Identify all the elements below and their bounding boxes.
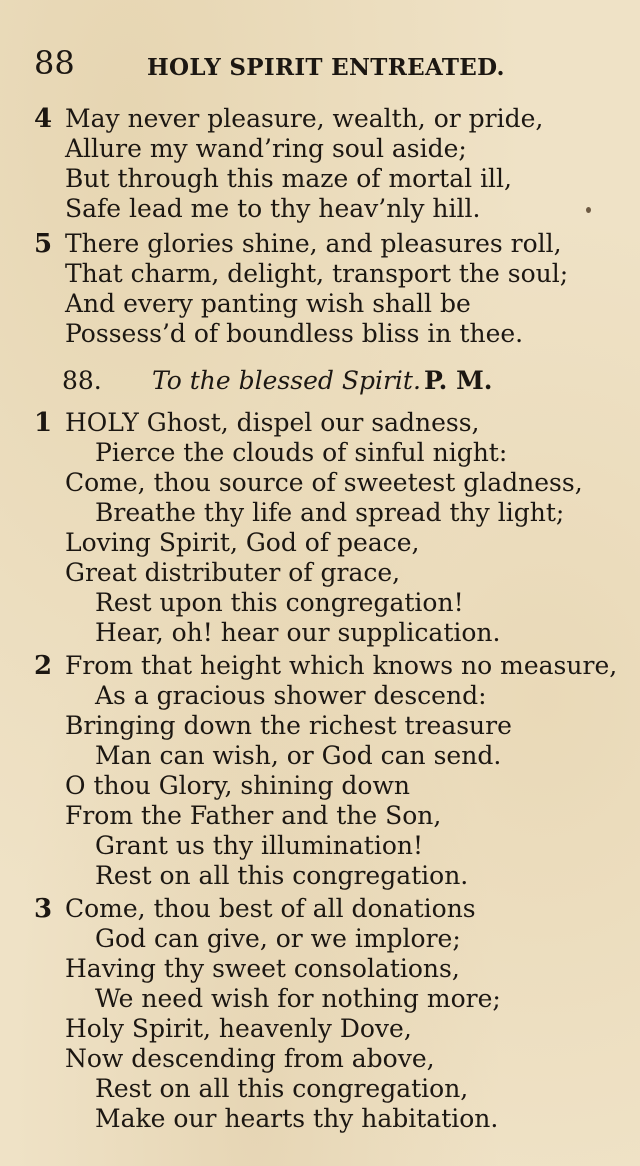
verse-line: That charm, delight, transport the soul; [65, 259, 569, 288]
verse-line: Great distributer of grace, [65, 558, 401, 587]
running-title: HOLY SPIRIT ENTREATED. [147, 54, 505, 81]
hymn-number: 88. [62, 366, 102, 395]
verse-line: Come, thou source of sweetest gladness, [65, 468, 583, 497]
verse-line: But through this maze of mortal ill, [65, 164, 512, 193]
verse-line: Make our hearts thy habitation. [95, 1104, 499, 1133]
page-header [34, 44, 614, 84]
verse-line: Now descending from above, [65, 1044, 435, 1073]
verse-line: There glories shine, and pleasures roll, [65, 229, 562, 258]
verse-line: We need wish for nothing more; [95, 984, 501, 1013]
paper-speck [586, 207, 591, 213]
verse-line: God can give, or we implore; [95, 924, 461, 953]
verse-line: Hear, oh! hear our supplication. [95, 618, 501, 647]
verse-number: 5 [34, 229, 53, 259]
page-number: 88 [34, 44, 75, 82]
verse-line: Man can wish, or God can send. [95, 741, 502, 770]
verse-number: 3 [34, 894, 53, 924]
verse-line: Rest upon this congregation! [95, 588, 464, 617]
verse-number: 2 [34, 651, 53, 681]
verse-line: Allure my wand’ring soul aside; [65, 134, 467, 163]
verse-line: Possess’d of boundless bliss in thee. [65, 319, 524, 348]
verse-line: Pierce the clouds of sinful night: [95, 438, 508, 467]
verse-line: Safe lead me to thy heav’nly hill. [65, 194, 481, 223]
verse-line: Bringing down the richest treasure [65, 711, 512, 740]
verse-number: 4 [34, 104, 53, 134]
verse-line: Having thy sweet consolations, [65, 954, 460, 983]
hymn-heading [62, 366, 622, 400]
verse-line: HOLY Ghost, dispel our sadness, [65, 408, 480, 437]
verse-line: May never pleasure, wealth, or pride, [65, 104, 544, 133]
hymn-meter: P. M. [424, 366, 493, 395]
verse-line: As a gracious shower descend: [95, 681, 487, 710]
verse-line: And every panting wish shall be [65, 289, 471, 318]
verse-line: Breathe thy life and spread thy light; [95, 498, 565, 527]
verse-line: Grant us thy illumination! [95, 831, 424, 860]
verse-line: Rest on all this congregation, [95, 1074, 469, 1103]
verse-line: Rest on all this congregation. [95, 861, 469, 890]
verse-line: Loving Spirit, God of peace, [65, 528, 420, 557]
verse-line: From the Father and the Son, [65, 801, 442, 830]
verse-line: Come, thou best of all donations [65, 894, 476, 923]
verse-number: 1 [34, 408, 53, 438]
verse-line: Holy Spirit, heavenly Dove, [65, 1014, 412, 1043]
hymn-title: To the blessed Spirit. [152, 366, 421, 395]
verse-line: From that height which knows no measure, [65, 651, 618, 680]
verse-line: O thou Glory, shining down [65, 771, 410, 800]
